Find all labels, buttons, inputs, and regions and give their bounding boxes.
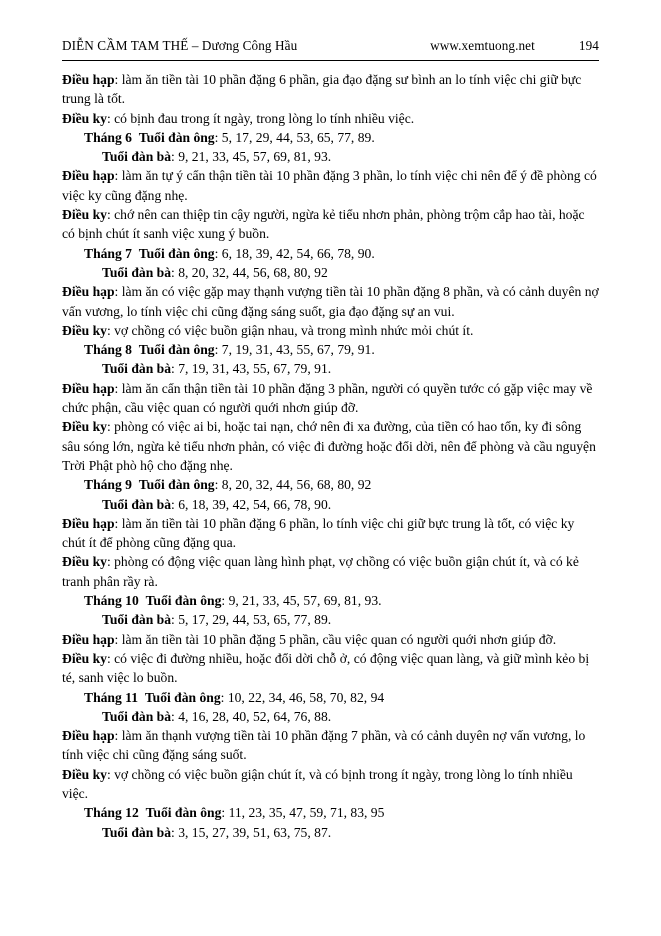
- month-label: Tháng 10: [84, 593, 139, 609]
- body-paragraph: [62, 514, 599, 553]
- body-paragraph: [62, 630, 599, 649]
- body-paragraph: [62, 379, 599, 418]
- age-group-line: [62, 263, 599, 282]
- age-group-label: Tuổi đàn ông: [144, 689, 221, 705]
- body-paragraph: [62, 765, 599, 804]
- body-paragraph: [62, 205, 599, 244]
- body-paragraph: [62, 109, 599, 128]
- paragraph-text: : có bịnh đau trong ít ngày, trong lòng lo tính nhiều việc.: [106, 110, 415, 126]
- paragraph-label: Điều hạp: [62, 168, 115, 184]
- age-list: : 8, 20, 32, 44, 56, 68, 80, 92: [214, 477, 372, 493]
- page-header: [62, 38, 599, 60]
- paragraph-label: Điều hạp: [62, 284, 115, 300]
- body-paragraph: [62, 552, 599, 591]
- age-group-label: Tuổi đàn bà: [102, 149, 172, 165]
- age-group-label: Tuổi đàn ông: [145, 805, 222, 821]
- paragraph-text: : làm ăn tiền tài 10 phần đặng 5 phần, cầu việc quan có người quới nhơn giúp đỡ.: [114, 631, 557, 647]
- age-group-label: Tuổi đàn bà: [102, 612, 172, 628]
- paragraph-label: Điều hạp: [62, 72, 115, 87]
- month-spacer: [132, 477, 139, 492]
- age-group-line: [62, 495, 599, 514]
- age-list: : 9, 21, 33, 45, 57, 69, 81, 93.: [171, 149, 332, 165]
- header-divider: [62, 60, 599, 61]
- paragraph-label: Điều ky: [62, 554, 107, 570]
- age-group-label: Tuổi đàn ông: [138, 129, 215, 145]
- age-group-label: Tuổi đàn ông: [138, 342, 215, 358]
- month-heading-line: [62, 688, 599, 707]
- age-list: : 4, 16, 28, 40, 52, 64, 76, 88.: [171, 708, 332, 724]
- age-list: : 5, 17, 29, 44, 53, 65, 77, 89.: [171, 612, 332, 628]
- paragraph-text: : chớ nên can thiệp tin cậy người, ngừa kẻ tiểu nhơn phản, phòng trộm cắp hao tài, hoặc có bịnh chút ít sanh việc xung ý buồn.: [62, 207, 585, 242]
- month-spacer: [132, 342, 139, 357]
- paragraph-text: : làm ăn thạnh vượng tiền tài 10 phần đặng 7 phần, và có cảnh duyên nợ vấn vương, lo tính việc chi cũng đặng sáng suốt.: [62, 728, 586, 763]
- month-spacer: [139, 805, 146, 820]
- month-label: Tháng 7: [84, 245, 132, 261]
- paragraph-text: : phòng có việc ai bi, hoặc tai nạn, chớ nên đi xa đường, của tiền có hao tốn, ky đi sông sâu sóng lớn, ngừa kẻ tiểu nhơn phản, có việc đi đường hoặc đổi dời, nên để phòng và cầu nguyện Trời Phật phò hộ cho đặng nhẹ.: [62, 419, 596, 473]
- month-label: Tháng 12: [84, 805, 139, 821]
- paragraph-text: : phòng có động việc quan làng hình phạt, vợ chồng có việc buồn giận chút ít, và có kẻ tranh phân rầy rà.: [62, 554, 579, 589]
- age-list: : 8, 20, 32, 44, 56, 68, 80, 92: [171, 264, 328, 280]
- document-body: [62, 70, 599, 842]
- paragraph-label: Điều ky: [62, 419, 107, 435]
- paragraph-text: : làm ăn tự ý cẩn thận tiền tài 10 phần đặng 3 phần, lo tính việc chi nên để ý đề phòng có việc ky cũng đặng nhẹ.: [62, 168, 597, 203]
- month-label: Tháng 8: [84, 342, 132, 358]
- month-heading-line: [62, 244, 599, 263]
- age-group-line: [62, 823, 599, 842]
- paragraph-label: Điều ky: [62, 650, 107, 666]
- paragraph-label: Điều hạp: [62, 728, 115, 744]
- age-list: : 7, 19, 31, 43, 55, 67, 79, 91.: [214, 342, 375, 358]
- age-group-label: Tuổi đàn bà: [102, 264, 172, 280]
- month-heading-line: [62, 128, 599, 147]
- body-paragraph: [62, 726, 599, 765]
- paragraph-label: Điều hạp: [62, 515, 115, 531]
- age-list: : 9, 21, 33, 45, 57, 69, 81, 93.: [221, 593, 382, 609]
- age-group-label: Tuổi đàn bà: [102, 496, 172, 512]
- paragraph-text: : vợ chồng có việc buồn giận chút ít, và có bịnh trong ít ngày, trong lòng lo tính nhiều việc.: [62, 766, 573, 801]
- age-group-line: [62, 610, 599, 629]
- age-group-line: [62, 707, 599, 726]
- month-heading-line: [62, 591, 599, 610]
- body-paragraph: [62, 321, 599, 340]
- header-website: www.xemtuong.net: [430, 38, 535, 53]
- header-page-number: 194: [578, 38, 599, 53]
- body-paragraph: [62, 166, 599, 205]
- month-label: Tháng 9: [84, 477, 132, 493]
- month-spacer: [139, 593, 146, 608]
- age-list: : 11, 23, 35, 47, 59, 71, 83, 95: [221, 805, 385, 821]
- age-list: : 3, 15, 27, 39, 51, 63, 75, 87.: [171, 824, 332, 840]
- age-list: : 6, 18, 39, 42, 54, 66, 78, 90.: [214, 245, 375, 261]
- paragraph-label: Điều ky: [62, 110, 107, 126]
- month-spacer: [132, 246, 139, 261]
- paragraph-label: Điều ky: [62, 766, 107, 782]
- paragraph-text: : làm ăn có việc gặp may thạnh vượng tiền tài 10 phần đặng 8 phần, và có cảnh duyên nợ vấn vương, lo tính việc chi cũng đặng sáng suốt, gia đạo đặng sự an vui.: [62, 284, 599, 319]
- month-label: Tháng 11: [84, 689, 139, 705]
- body-paragraph: [62, 70, 599, 109]
- paragraph-label: Điều hạp: [62, 380, 115, 396]
- month-spacer: [138, 690, 145, 705]
- paragraph-label: Điều ky: [62, 207, 107, 223]
- age-list: : 6, 18, 39, 42, 54, 66, 78, 90.: [171, 496, 332, 512]
- month-heading-line: [62, 803, 599, 822]
- age-list: : 5, 17, 29, 44, 53, 65, 77, 89.: [214, 129, 375, 145]
- age-list: : 10, 22, 34, 46, 58, 70, 82, 94: [220, 689, 385, 705]
- body-paragraph: [62, 417, 599, 475]
- paragraph-text: : làm ăn tiền tài 10 phần đặng 6 phần, lo tính việc chi giữ bực trung là tốt, có việc ky chút ít để phòng cũng đặng qua.: [62, 515, 575, 551]
- month-heading-line: [62, 340, 599, 359]
- age-group-label: Tuổi đàn ông: [138, 245, 215, 261]
- paragraph-text: : làm ăn cẩn thận tiền tài 10 phần đặng 3 phần, người có quyền tước có gặp việc may về chức phận, cầu việc quan có người quới nhơn giúp đỡ.: [62, 380, 593, 416]
- age-group-line: [62, 359, 599, 378]
- age-group-label: Tuổi đàn ông: [145, 593, 222, 609]
- paragraph-label: Điều hạp: [62, 631, 115, 647]
- paragraph-label: Điều ky: [62, 322, 107, 338]
- month-spacer: [132, 130, 139, 145]
- age-group-label: Tuổi đàn ông: [138, 477, 215, 493]
- header-book-title: DIỄN CẦM TAM THẾ – Dương Công Hầu: [62, 38, 298, 53]
- body-paragraph: [62, 282, 599, 321]
- age-group-label: Tuổi đàn bà: [102, 708, 172, 724]
- age-group-label: Tuổi đàn bà: [102, 361, 172, 377]
- paragraph-text: : làm ăn tiền tài 10 phần đặng 6 phần, gia đạo đặng sư bình an lo tính việc chi giữ bực trung là tốt.: [62, 72, 582, 107]
- age-group-label: Tuổi đàn bà: [102, 824, 172, 840]
- paragraph-text: : vợ chồng có việc buồn giận nhau, và trong mình nhức mỏi chút ít.: [106, 322, 474, 338]
- age-list: : 7, 19, 31, 43, 55, 67, 79, 91.: [171, 361, 332, 377]
- month-heading-line: [62, 475, 599, 494]
- paragraph-text: : có việc đi đường nhiều, hoặc đổi dời chỗ ở, có động việc quan làng, và giữ mình kẻo bị té, sanh việc lo buồn.: [62, 650, 590, 686]
- month-label: Tháng 6: [84, 129, 132, 145]
- age-group-line: [62, 147, 599, 166]
- body-paragraph: [62, 649, 599, 688]
